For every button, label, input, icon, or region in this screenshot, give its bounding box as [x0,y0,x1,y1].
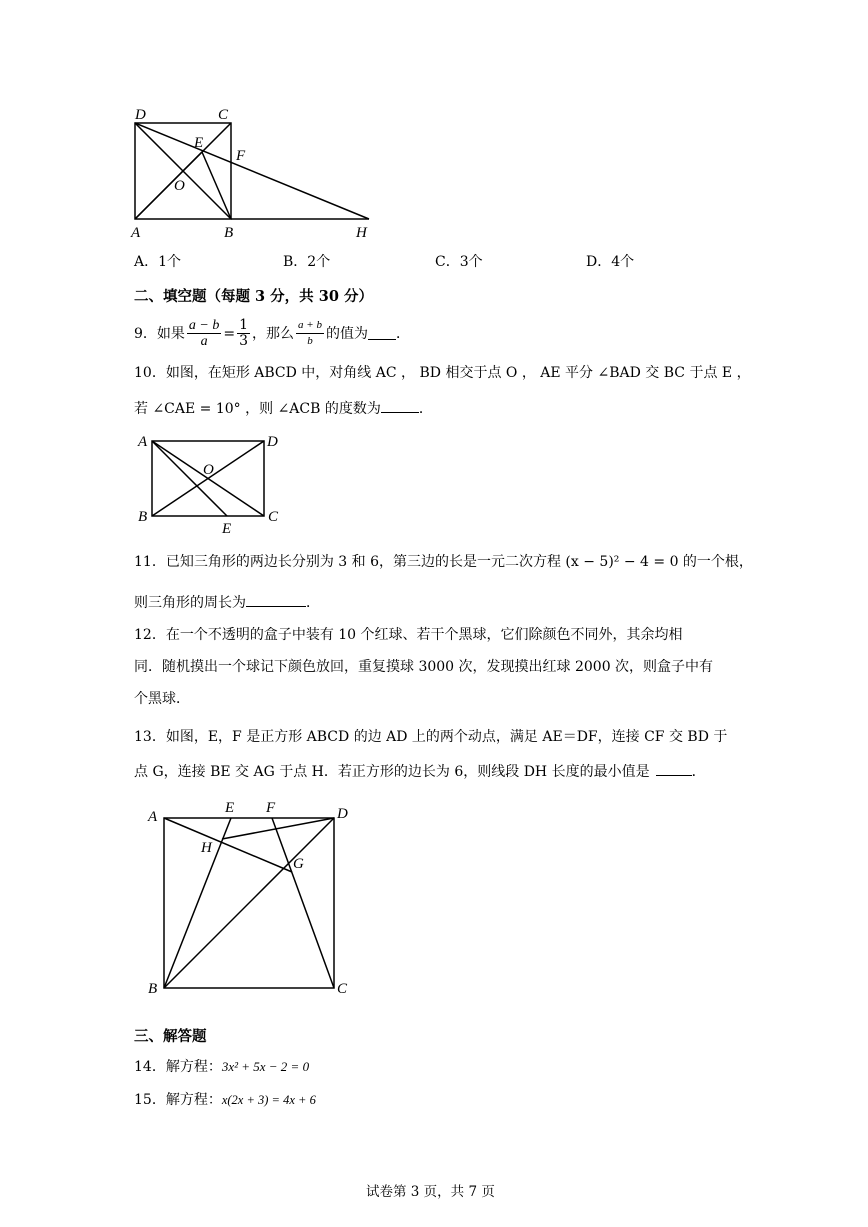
q14-equation: 3x² + 5x − 2 = 0 [221,1059,310,1074]
section-3-title: 三、解答题 [134,1028,207,1045]
q15-equation: x(2x + 3) = 4x + 6 [221,1093,316,1107]
q13-answer-blank[interactable] [656,763,692,776]
q11-line2-text: 则三角形的周长为 [134,595,246,611]
q9-mid: ，那么 [252,325,295,342]
q10-answer-blank[interactable] [381,400,419,413]
q10-end: ． [418,401,433,417]
q11-answer-blank[interactable] [246,594,306,607]
question-12-line-3: 个黑球． [134,691,190,707]
fig8-label-c: C [218,107,229,123]
q14-number: 14． [134,1059,166,1075]
q9-frac1-num: a − b [188,318,220,333]
q9-post: 的值为 [325,325,368,342]
figure-q8 [120,100,390,245]
section-2-title: 二、填空题（每题 3 分，共 30 分） [134,288,373,305]
q15-pre: 解方程： [165,1092,222,1108]
fig8-label-a: A [131,225,141,241]
q9-end: ． [395,325,410,342]
q9-pre: 如果 [156,325,185,342]
q9-number: 9． [134,325,157,342]
option-d-text: 4个 [611,254,635,270]
option-b [283,251,330,271]
fig8-label-d: D [135,107,146,123]
option-c-text: 3个 [459,254,483,270]
fig10-label-o: O [203,462,214,478]
fig13-label-a: A [148,809,158,825]
fig10-label-b: B [138,509,148,525]
option-a-letter: A． [134,254,159,270]
option-a [134,251,181,271]
q13-line2-text: 点 G，连接 BE 交 AG 于点 H．若正方形的边长为 6，则线段 DH 长度的最小值是 [134,764,650,780]
q11-end: ． [306,595,320,611]
fig13-label-f: F [266,800,276,816]
q9-frac3-num: a + b [296,318,324,334]
q9-fraction-2 [237,318,250,349]
question-10-line-2 [134,400,433,416]
fig8-label-f: F [236,148,246,164]
figure-q10 [130,428,290,538]
fig10-label-d: D [267,434,278,450]
question-9 [134,318,410,349]
fig8-label-b: B [224,225,234,241]
q9-answer-blank[interactable] [368,327,396,340]
fig10-label-c: C [268,509,279,525]
fig13-label-d: D [337,806,348,822]
q9-fraction-3 [296,318,324,349]
option-d-letter: D． [586,254,612,270]
option-c [435,251,483,271]
q10-line2-text: 若 ∠CAE = 10° ，则 ∠ACB 的度数为 [134,401,381,417]
q9-equals: = [223,325,236,342]
q15-number: 15． [134,1092,166,1108]
fig13-label-c: C [337,981,348,997]
option-c-letter: C． [435,254,460,270]
q14-pre: 解方程： [165,1059,222,1075]
fig8-label-h: H [356,225,367,241]
q9-frac2-den: 3 [239,333,249,349]
option-d [586,251,634,271]
fig13-label-b: B [148,981,158,997]
question-11-line-2 [134,594,320,610]
question-12-line-1: 12．在一个不透明的盒子中装有 10 个红球、若干个黑球，它们除颜色不同外，其余均相 [134,627,683,643]
fig8-label-o: O [174,178,185,194]
fig10-label-e: E [222,521,232,537]
q9-frac3-den: b [307,335,313,347]
question-10-line-1: 10．如图，在矩形 ABCD 中，对角线 AC ， BD 相交于点 O ， AE 平分 ∠BAD 交 BC 于点 E ， [134,365,751,381]
fig13-label-g: G [293,856,304,872]
option-a-text: 1个 [158,254,182,270]
question-11-line-1: 11．已知三角形的两边长分别为 3 和 6，第三边的长是一元二次方程 (x − 5)² − 4 = 0 的一个根， [134,554,753,570]
q13-end: ． [691,764,706,780]
question-14 [134,1060,309,1074]
q9-fraction-1 [187,318,221,349]
question-13-line-2 [134,763,706,779]
q9-frac2-num: 1 [239,317,249,333]
q9-frac1-den: a [200,334,208,349]
option-b-text: 2个 [307,254,331,270]
option-b-letter: B． [283,254,308,270]
fig8-label-e: E [194,135,204,151]
fig13-label-e: E [225,800,235,816]
fig13-label-h: H [201,840,212,856]
page-footer: 试卷第 3 页，共 7 页 [366,1184,495,1200]
fig10-label-a: A [138,434,148,450]
figure-q13 [140,796,360,1001]
question-12-line-2: 同．随机摸出一个球记下颜色放回，重复摸球 3000 次，发现摸出红球 2000 次，则盒子中有 [134,659,714,675]
question-15 [134,1093,316,1107]
question-13-line-1: 13．如图，E，F 是正方形 ABCD 的边 AD 上的两个动点，满足 AE＝DF，连接 CF 交 BD 于 [134,729,728,745]
